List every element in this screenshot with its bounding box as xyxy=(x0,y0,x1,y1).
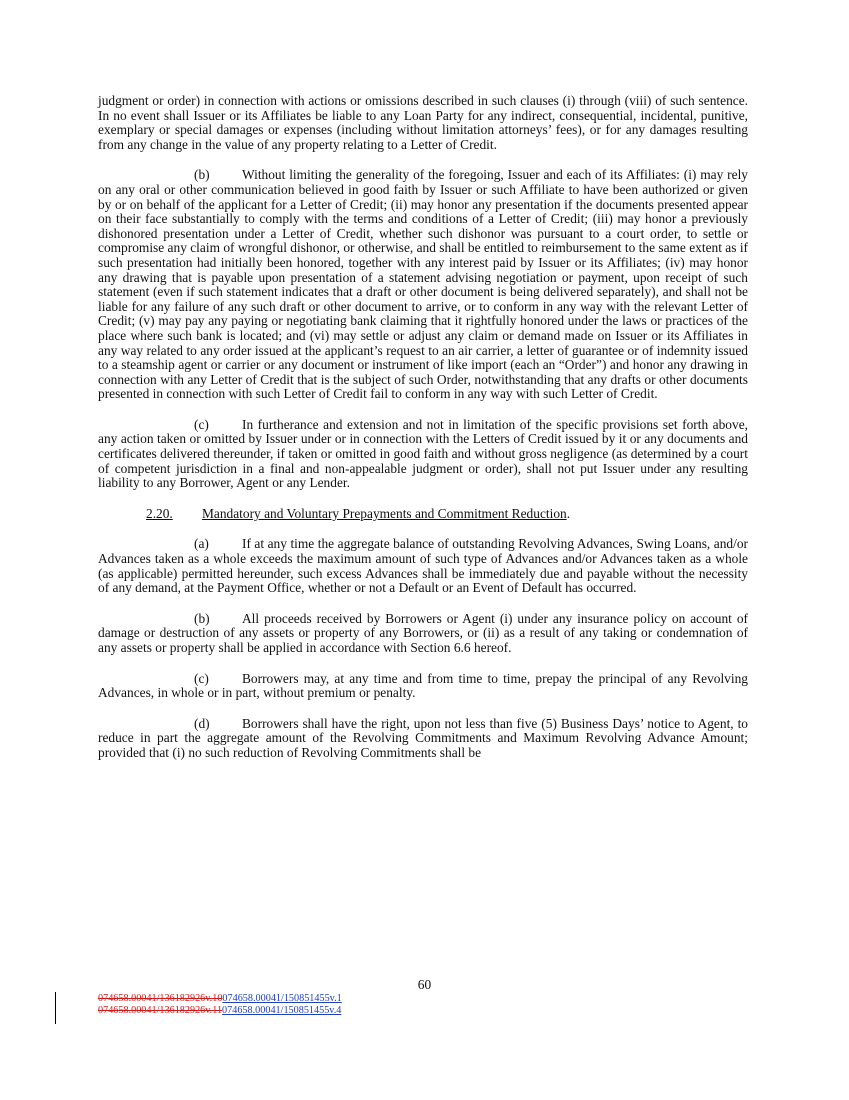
deleted-doc-id: 074658.00041/136182926v.10 xyxy=(98,993,223,1004)
clause-label: (a) xyxy=(194,536,209,552)
section-title-period: . xyxy=(566,505,571,521)
page-number: 60 xyxy=(417,977,432,992)
deleted-doc-id: 074658.00041/136182926v.11 xyxy=(98,1005,223,1016)
document-id-footer xyxy=(98,993,342,1017)
paragraph-2-19-c xyxy=(98,418,748,491)
paragraph-2-20-c xyxy=(98,672,748,701)
section-heading xyxy=(146,507,748,522)
inserted-doc-id: 074658.00041/150851455v.1 xyxy=(222,993,342,1004)
paragraph-2-20-b xyxy=(98,612,748,656)
clause-label: (c) xyxy=(194,670,209,686)
clause-text: All proceeds received by Borrowers or Agent (i) under any insurance policy on account of damage or destruction of any assets or property of any Borrowers, or (ii) as a result of any taking or condemnation of any assets or property shall be applied in accordance with Section 6.6 hereof. xyxy=(98,610,748,655)
section-number: 2.20. xyxy=(146,505,173,521)
paragraph-continuation: judgment or order) in connection with actions or omissions described in such clauses (i) through (viii) of such sentence. In no event shall Issuer or its Affiliates be liable to any Loan Party for any indirect, consequential, incidental, punitive, exemplary or special damages or expenses (including without limitation attorneys’ fees), or for any damages resulting from any change in the value of any property relating to a Letter of Credit. xyxy=(98,93,748,152)
section-title: Mandatory and Voluntary Prepayments and Commitment Reduction xyxy=(202,505,567,521)
paragraph-2-19-b xyxy=(98,168,748,402)
change-bar xyxy=(55,992,56,1024)
footer-line-2 xyxy=(98,1005,342,1017)
paragraph-2-20-a xyxy=(98,537,748,595)
paragraph-2-20-d xyxy=(98,717,748,761)
clause-label: (b) xyxy=(194,610,210,626)
clause-text: In furtherance and extension and not in limitation of the specific provisions set forth above, any action taken or omitted by Issuer under or in connection with the Letters of Credit issued by it or any documents and certificates delivered thereunder, if taken or omitted in good faith and without gross negligence (as determined by a court of competent jurisdiction in a final and non-appealable judgment or order), shall not put Issuer under any resulting liability to any Borrower, Agent or any Lender. xyxy=(98,416,748,491)
inserted-doc-id: 074658.00041/150851455v.4 xyxy=(222,1005,342,1016)
clause-label: (d) xyxy=(194,715,210,731)
clause-text: Without limiting the generality of the foregoing, Issuer and each of its Affiliates: (i) may rely on any oral or other communication believed in good faith by Issuer or such Affiliate to have been authorized or given by or on behalf of the applicant for a Letter of Credit; (ii) may honor any presentation if the documents presented appear on their face substantially to comply with the terms and conditions of a Letter of Credit; (iii) may honor a previously dishonored presentation under a Letter of Credit, whether such dishonor was pursuant to a court order, to settle or compromise any claim of wrongful dishonor, or otherwise, and shall be entitled to reimbursement to the same extent as if such presentation had initially been honored, together with any interest paid by Issuer or its Affiliates; (iv) may honor any drawing that is payable upon presentation of a statement advising negotiation or payment, upon receipt of such statement (even if such statement indicates that a draft or other document is being delivered separately), and shall not be liable for any failure of any such draft or other document to arrive, or to conform in any way with the relevant Letter of Credit; (v) may pay any paying or negotiating bank claiming that it rightfully honored under the laws or practices of the place where such bank is located; and (vi) may settle or adjust any claim or demand made on Issuer or its Affiliates in any way related to any order issued at the applicant’s request to an air carrier, a letter of guarantee or of indemnity issued to a steamship agent or carrier or any document or instrument of like import (each an “Order”) and honor any drawing in connection with any Letter of Credit that is the subject of such Order, notwithstanding that any drafts or other documents presented in connection with such Letter of Credit fail to conform in any way with such Letter of Credit. xyxy=(98,167,748,402)
clause-label: (c) xyxy=(194,416,209,432)
clause-label: (b) xyxy=(194,167,210,183)
document-body xyxy=(98,94,748,777)
clause-text: Borrowers shall have the right, upon not less than five (5) Business Days’ notice to Agent, to reduce in part the aggregate amount of the Revolving Commitments and Maximum Revolving Advance Amount; provided that (i) no such reduction of Revolving Commitments shall be xyxy=(98,715,748,760)
clause-text: If at any time the aggregate balance of outstanding Revolving Advances, Swing Loans, and/or Advances taken as a whole exceeds the maximum amount of such type of Advances and/or Advances taken as a whole (as applicable) permitted hereunder, such excess Advances shall be immediately due and payable without the necessity of any demand, at the Payment Office, whether or not a Default or an Event of Default has occurred. xyxy=(98,536,748,596)
clause-text: Borrowers may, at any time and from time to time, prepay the principal of any Revolving Advances, in whole or in part, without premium or penalty. xyxy=(98,670,748,701)
footer-line-1 xyxy=(98,993,342,1005)
